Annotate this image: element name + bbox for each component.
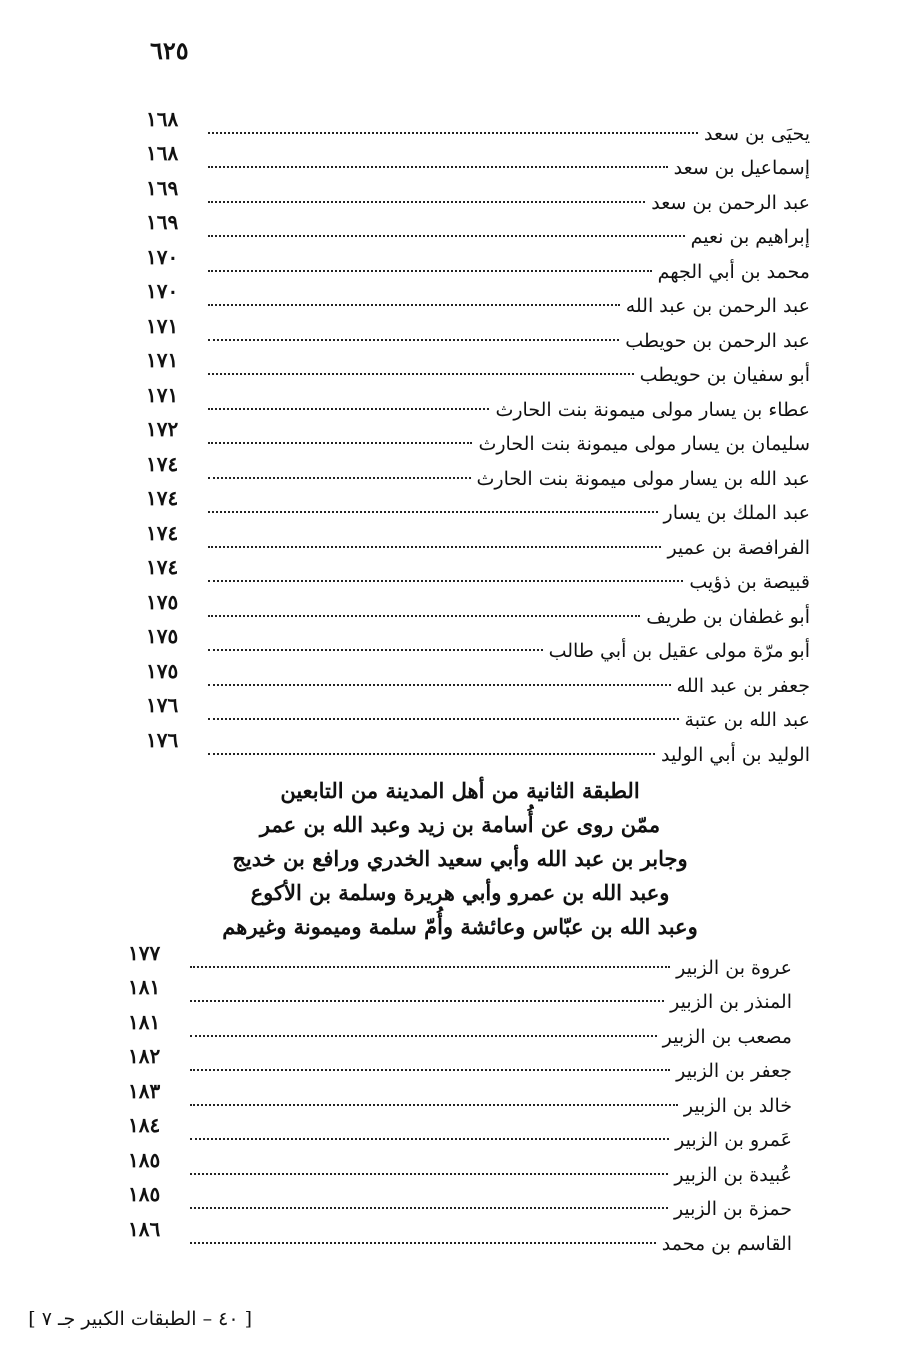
section-heading [200,774,720,944]
toc-entry-page: ١٧١ [146,313,179,338]
toc-entry-name: محمد بن أبي الجهم [657,260,810,283]
toc-entry [146,348,810,387]
toc-entry-name: أبو سفيان بن حويطب [639,364,810,386]
toc-entry [146,451,810,490]
dot-leader [208,304,620,306]
toc-entry-name: أبو مرّة مولى عقيل بن أبي طالب [548,640,810,662]
toc-entry-page: ١٧٦ [146,727,179,752]
toc-entry [146,175,810,214]
section-heading-line: وعبد الله بن عمرو وأبي هريرة وسلمة بن الأكوع [250,880,670,905]
toc-entry-page: ١٧٥ [146,658,179,683]
toc-entry [146,693,810,732]
toc-entry-name: إبراهيم بن نعيم [690,226,810,248]
dot-leader [208,580,683,582]
dot-leader [208,546,661,548]
toc-entry-page: ١٧٧ [128,940,161,965]
toc-entry [146,106,810,145]
toc-entry-name: عبد الملك بن يسار [663,502,810,524]
toc-entry-page: ١٧٦ [146,693,179,717]
toc-entry-page: ١٨٦ [128,1216,161,1241]
dot-leader [190,1035,657,1037]
dot-leader [208,477,471,479]
toc-entry-page: ١٧٤ [146,451,179,476]
toc-entry-page: ١٦٨ [146,141,179,165]
toc-entry-name: جعفر بن الزبير [676,1060,792,1082]
toc-entry-page: ١٧٥ [146,589,179,614]
toc-entry-name: جعفر بن عبد الله [676,674,810,697]
toc-entry-page: ١٧١ [146,382,179,407]
toc-entry [128,1216,792,1255]
toc-entry [128,1009,792,1048]
toc-entry-page: ١٨٥ [128,1182,161,1206]
toc-entry [146,382,810,421]
toc-list-part1 [146,106,810,766]
toc-entry-page: ١٧٤ [146,486,179,510]
toc-entry-page: ١٨١ [128,975,161,999]
toc-entry-name: عبد الله بن يسار مولى ميمونة بنت الحارث [476,467,810,490]
dot-leader [208,270,652,272]
section-heading-line: وجابر بن عبد الله وأبي سعيد الخدري ورافع بن خديج [232,846,688,871]
toc-entry [128,975,792,1014]
toc-entry [128,940,792,979]
toc-entry [128,1078,792,1117]
dot-leader [208,201,645,203]
page-number: ٦٢٥ [150,36,189,65]
toc-entry-page: ١٨١ [128,1009,161,1034]
toc-entry-name: الوليد بن أبي الوليد [660,743,810,766]
toc-entry [146,279,810,318]
toc-entry-page: ١٨٢ [128,1044,161,1068]
toc-entry [146,486,810,525]
toc-entry-page: ١٨٤ [128,1113,161,1137]
toc-entry-name: عروة بن الزبير [676,956,792,979]
dot-leader [208,615,640,617]
toc-entry-name: القاسم بن محمد [661,1232,792,1255]
toc-entry-name: عطاء بن يسار مولى ميمونة بنت الحارث [495,398,810,421]
toc-entry-name: أبو غطفان بن طريف [646,605,810,628]
dot-leader [190,1104,678,1106]
toc-entry-name: خالد بن الزبير [683,1094,792,1117]
toc-entry [146,727,810,766]
toc-list-part2 [128,940,792,1255]
toc-entry-name: عبد الرحمن بن حويطب [625,329,810,352]
dot-leader [208,442,472,444]
dot-leader [208,373,634,375]
dot-leader [190,1138,669,1140]
page-footer: [ ٤٠ – الطبقات الكبير جـ ٧ ] [28,1308,252,1330]
toc-entry-page: ١٧٤ [146,555,179,579]
toc-entry-name: عبد الله بن عتبة [684,709,810,731]
toc-entry [146,555,810,594]
dot-leader [190,1069,670,1071]
dot-leader [208,753,655,755]
toc-entry-name: حمزة بن الزبير [673,1198,792,1220]
dot-leader [208,408,489,410]
section-heading-line: الطبقة الثانية من أهل المدينة من التابعين [280,778,640,803]
toc-entry [146,244,810,283]
toc-entry-name: عُبيدة بن الزبير [674,1163,792,1186]
toc-entry-name: يحيَى بن سعد [703,122,810,145]
toc-entry [146,141,810,180]
toc-entry [128,1147,792,1186]
toc-entry-page: ١٧٠ [146,244,179,269]
toc-entry [128,1182,792,1221]
toc-entry-name: الفرافصة بن عمير [667,536,810,559]
section-heading-line: وعبد الله بن عبّاس وعائشة وأُمّ سلمة وميمونة وغيرهم [222,914,698,939]
section-heading-line: ممّن روى عن أُسامة بن زيد وعبد الله بن عمر [259,812,661,837]
toc-entry-name: المنذر بن الزبير [670,991,792,1013]
dot-leader [208,718,679,720]
toc-entry-name: قبيصة بن ذؤيب [689,571,810,593]
dot-leader [208,132,698,134]
toc-entry-name: مصعب بن الزبير [662,1025,792,1048]
dot-leader [190,1207,668,1209]
dot-leader [208,166,668,168]
toc-entry-name: عَمرو بن الزبير [675,1129,792,1151]
dot-leader [190,1000,664,1002]
toc-entry [146,520,810,559]
toc-entry [146,589,810,628]
toc-entry [128,1044,792,1083]
dot-leader [190,1242,656,1244]
toc-entry-page: ١٧٢ [146,417,179,441]
dot-leader [208,235,685,237]
toc-entry-page: ١٦٩ [146,210,179,234]
toc-entry-page: ١٦٨ [146,106,179,131]
dot-leader [190,1173,668,1175]
toc-entry [146,210,810,249]
toc-entry-page: ١٧٤ [146,520,179,545]
toc-entry-page: ١٦٩ [146,175,179,200]
toc-entry-page: ١٨٣ [128,1078,161,1103]
toc-entry [128,1113,792,1152]
toc-entry [146,658,810,697]
dot-leader [208,339,619,341]
dot-leader [208,684,671,686]
toc-entry [146,624,810,663]
dot-leader [208,511,658,513]
toc-entry-name: سليمان بن يسار مولى ميمونة بنت الحارث [478,433,810,455]
toc-entry [146,417,810,456]
toc-entry-page: ١٨٥ [128,1147,161,1172]
dot-leader [208,649,543,651]
toc-entry [146,313,810,352]
toc-entry-page: ١٧١ [146,348,179,372]
dot-leader [190,966,670,968]
toc-entry-name: عبد الرحمن بن سعد [651,191,810,214]
toc-entry-page: ١٧٥ [146,624,179,648]
toc-entry-page: ١٧٠ [146,279,179,303]
toc-entry-name: عبد الرحمن بن عبد الله [625,295,810,317]
toc-entry-name: إسماعيل بن سعد [673,157,810,179]
